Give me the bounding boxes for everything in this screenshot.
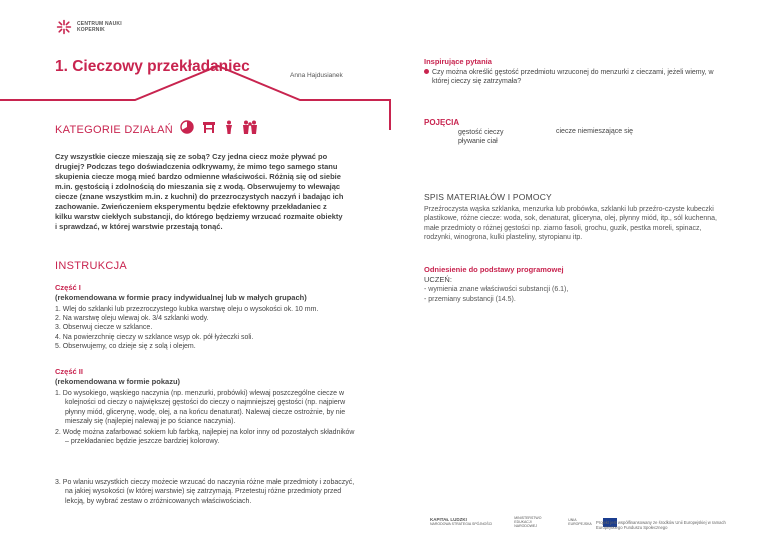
part1-steps: [55, 305, 355, 351]
logo-line1: CENTRUM NAUKI: [77, 21, 122, 27]
logo-line2: KOPERNIK: [77, 27, 105, 33]
curriculum-item: - wymienia znane właściwości substancji (6.1),: [424, 286, 569, 293]
odniesienie-heading: Odniesienie do podstawy programowej: [424, 265, 564, 274]
group-icon: [242, 120, 258, 134]
kapital-ludzki-logo: KAPITAŁ LUDZKI NARODOWA STRATEGIA SPÓJNOŚCI: [430, 517, 493, 526]
part1-subtitle: (rekomendowana w formie pracy indywidualnej lub w małych grupach): [55, 293, 307, 302]
part2-steps: [55, 389, 355, 446]
eu-logo: UNIA EUROPEJSKA: [568, 518, 617, 527]
eu-funding-text: Projekt jest współfinansowany ze środków Unii Europejskiej w ramach Europejskiego Funduszu Społecznego: [596, 520, 726, 530]
footer-logos: [430, 516, 617, 528]
cnk-star-icon: [56, 19, 72, 35]
curriculum-item: - przemiany substancji (14.5).: [424, 296, 516, 304]
concept-1: gęstość cieczy: [458, 129, 504, 136]
page-title: 1. Cieczowy przekładaniec: [55, 58, 250, 75]
part1-title: Część I: [55, 283, 81, 292]
intro-text: Czy wszystkie ciecze mieszają się ze sobą? Czy jedna ciecz może pływać po drugiej? Podczas tego doświadczenia odkrywamy, że mimo tego samego stanu skupienia ciecze mogą mieć bardzo odmienne właściwości. Różnią się od siebie m.in. gęstością i zdolnością do mieszania się z wodą. Obserwujemy to wlewając ciecze (znane wszystkim m.in. z kuchni) do przezroczystych naczyń i badając ich zachowanie. Zwieńczeniem eksperymentu będzie efektowny przekładaniec z kilku warstw ciekłych substancji, do którego będziemy wrzucać rozmaite obiekty i sprawdzać, w której warstwie przestają tonąć.: [55, 152, 344, 231]
uczen-label: UCZEŃ:: [424, 275, 452, 284]
list-item: 1. Wlej do szklanki lub przezroczystego kubka warstwę oleju o wysokości ok. 10 mm.: [55, 306, 319, 313]
pytania-heading: Inspirujące pytania: [424, 57, 492, 66]
part2-section: [55, 367, 355, 447]
list-item: 2. Na warstwę oleju wlewaj ok. 3/4 szklanki wody.: [55, 315, 209, 323]
list-item: 1. Do wysokiego, wąskiego naczynia (np. menzurki, probówki) wlewaj poszczególne ciecze w kolejności od cieczy o największej gęstości do cieczy o najmniejszej gęstości (np. najpierw płynny miód, glicerynę, wodę, olej, a na końcu denaturat). Nalewaj ciecze ostrożnie, by nie mieszały się (najlepiej nalewaj je po ściance naczynia).: [55, 390, 346, 426]
cnk-logo: [56, 17, 166, 37]
kategorie-heading: KATEGORIE DZIAŁAŃ: [55, 124, 173, 136]
list-item: 3. Obserwuj ciecze w szklance.: [55, 324, 153, 332]
category-icons: [180, 120, 258, 134]
pojecia-heading: POJĘCIA: [424, 118, 460, 127]
single-person-icon: [224, 120, 234, 134]
pytania-text: Czy można określić gęstość przedmiotu wrzuconej do menzurki z cieczami, jeżeli wiemy, w której cieczy się zatrzymała?: [432, 69, 714, 85]
inspiring-questions: [424, 57, 714, 86]
part2-step3: 3. Po wlaniu wszystkich cieczy możecie wrzucać do naczynia różne małe przedmioty i zobaczyć, na jakiej wysokości (w której warstwie) się zatrzymają. Przetestuj różne przedmioty przed lekcją, by wybrać zestaw o zróżnicowanych właściwościach.: [55, 479, 355, 505]
spis-text: Przeźroczysta wąska szklanka, menzurka lub probówka, szklanki lub przeźro-czyste kubeczki plastikowe, różne ciecze: woda, sok, denaturat, gliceryna, olej, płynny miód, itp., sól kuchenna, małe przedmioty o różnej gęstości np. ziarno fasoli, grochu, guzik, pestka moreli, spinacz, rodzynki, winogrona, kulki plasteliny, styropianu itp.: [424, 206, 717, 242]
pojecia-col1: [458, 128, 504, 146]
list-item: 5. Obserwujemy, co dzieje się z solą i olejem.: [55, 342, 196, 350]
list-item: 2. Wodę można zafarbować sokiem lub farbką, najlepiej na kolor inny od pozostałych składników – przekładaniec będzie jeszcze bardziej kolorowy.: [55, 428, 355, 446]
men-logo: MINISTERSTWO EDUKACJI NARODOWEJ: [514, 516, 542, 528]
part2-title: Część II: [55, 367, 83, 376]
concept-2: pływanie ciał: [458, 138, 498, 145]
concept-3: ciecze niemieszające się: [556, 128, 634, 135]
list-item: 4. Na powierzchnię cieczy w szklance wsyp ok. pół łyżeczki soli.: [55, 333, 254, 341]
instrukcja-heading: INSTRUKCJA: [55, 260, 128, 272]
odniesienie-section: [424, 265, 568, 305]
bullet-icon: [424, 69, 429, 74]
spis-heading: SPIS MATERIAŁÓW I POMOCY: [424, 192, 552, 202]
part2-subtitle: (rekomendowana w formie pokazu): [55, 377, 181, 386]
part1-section: [55, 283, 355, 351]
author: Anna Hajdusianek: [290, 72, 343, 79]
pie-chart-icon: [180, 120, 194, 134]
classroom-desk-icon: [202, 120, 216, 134]
